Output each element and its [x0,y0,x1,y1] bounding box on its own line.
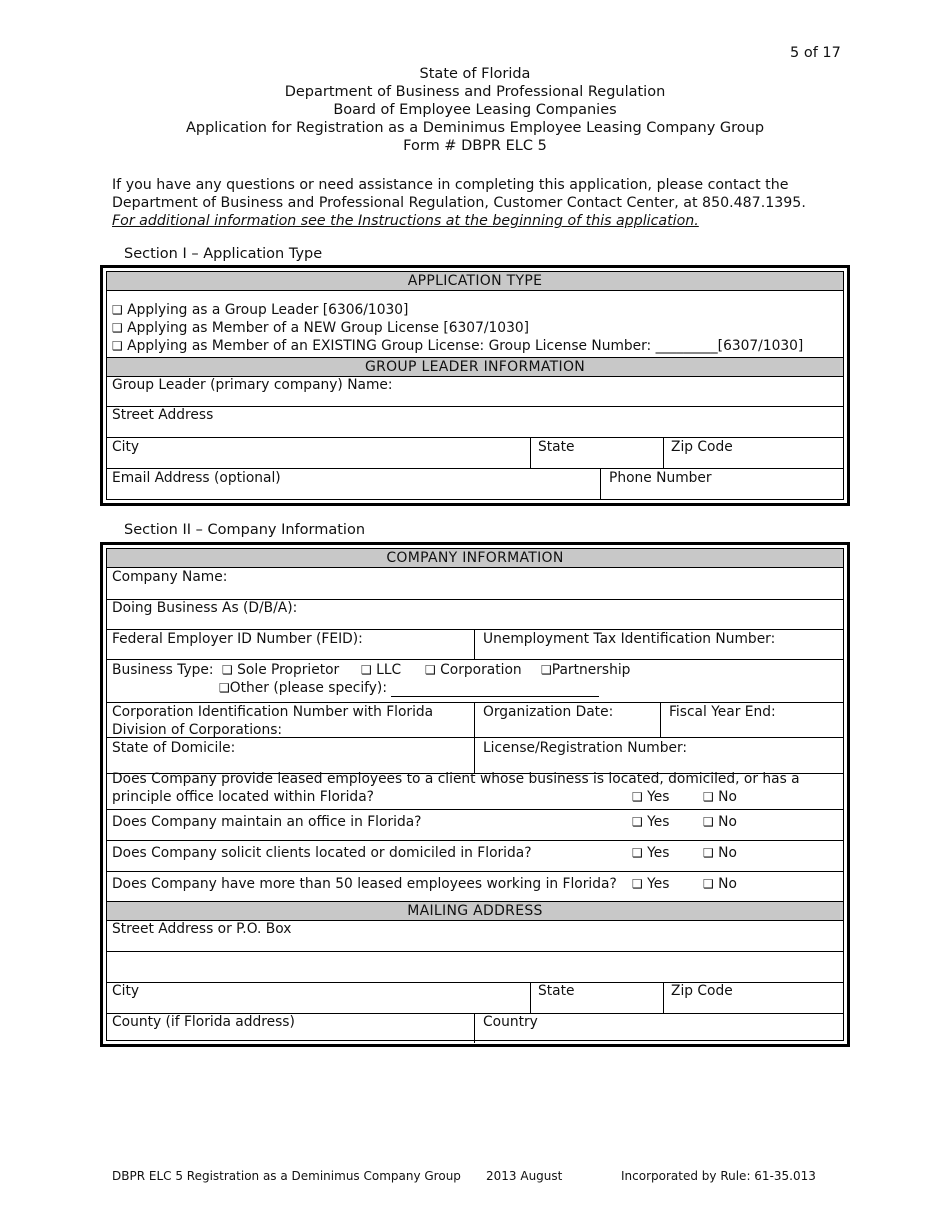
mailing-address-heading: MAILING ADDRESS [107,902,843,921]
corp-id-field-line-1[interactable]: Corporation Identification Number with Florida [112,704,434,720]
divider [474,1013,475,1043]
intro-line-1: If you have any questions or need assistance in completing this application, please contact the [112,177,789,193]
fiscal-year-end-field[interactable]: Fiscal Year End: [669,704,776,720]
question-3-yes[interactable] [632,844,669,862]
state-field[interactable]: State [538,439,575,455]
question-1-line-1: Does Company provide leased employees to a client whose business is located, domiciled, or has a [112,771,800,787]
question-3-no[interactable] [703,844,737,862]
divider [107,809,843,810]
dba-field[interactable]: Doing Business As (D/B/A): [112,600,298,616]
checkbox-icon[interactable]: ❑ [222,663,233,677]
street-address-field[interactable]: Street Address [112,407,214,423]
divider [107,406,843,407]
business-type-label: Business Type: [112,662,214,678]
question-4-no[interactable] [703,875,737,893]
intro-line-2: Department of Business and Professional Regulation, Customer Contact Center, at 850.487.1395. [112,195,806,211]
checkbox-icon[interactable]: ❑ [112,339,123,353]
yes-label: Yes [647,876,670,892]
header-state: State of Florida [419,66,531,82]
footer-rule: Incorporated by Rule: 61-35.013 [621,1169,816,1183]
option-label: Other (please specify): [229,680,387,696]
checkbox-icon[interactable]: ❑ [112,303,123,317]
feid-field[interactable]: Federal Employer ID Number (FEID): [112,631,363,647]
option-label: Applying as a Group Leader [6306/1030] [127,302,409,318]
form-header [0,65,950,155]
divider [107,840,843,841]
yes-label: Yes [647,814,670,830]
phone-number-field[interactable]: Phone Number [609,470,712,486]
no-label: No [718,876,737,892]
question-4: Does Company have more than 50 leased employees working in Florida? [112,876,617,892]
city-field[interactable]: City [112,439,140,455]
checkbox-icon[interactable]: ❑ [632,877,643,891]
option-group-leader[interactable] [112,301,408,319]
company-information-heading: COMPANY INFORMATION [107,549,843,568]
divider [660,702,661,737]
option-label: Applying as Member of a NEW Group License [6307/1030] [127,320,530,336]
section-2-frame [100,542,850,1047]
divider [530,437,531,468]
business-type-partnership[interactable] [541,661,630,679]
checkbox-icon[interactable]: ❑ [703,790,714,804]
section-1-title: Section I – Application Type [124,246,323,262]
header-board: Board of Employee Leasing Companies [333,102,617,118]
footer-form-name: DBPR ELC 5 Registration as a Deminimus Company Group [112,1169,461,1183]
checkbox-icon[interactable]: ❑ [632,815,643,829]
divider [107,659,843,660]
unemployment-tax-id-field[interactable]: Unemployment Tax Identification Number: [483,631,776,647]
section-2-table [106,548,844,1041]
divider [107,871,843,872]
question-2-yes[interactable] [632,813,669,831]
corp-id-field-line-2[interactable]: Division of Corporations: [112,722,283,738]
header-department: Department of Business and Professional Regulation [284,84,666,100]
yes-label: Yes [647,845,670,861]
checkbox-icon[interactable]: ❑ [632,846,643,860]
divider [530,982,531,1013]
section-1-table [106,271,844,500]
header-application-title: Application for Registration as a Deminimus Employee Leasing Company Group [185,120,765,136]
footer-date: 2013 August [486,1169,563,1183]
checkbox-icon[interactable]: ❑ [632,790,643,804]
mailing-street-address-field[interactable]: Street Address or P.O. Box [112,921,292,937]
divider [663,982,664,1013]
option-label: Sole Proprietor [237,662,340,678]
yes-label: Yes [647,789,670,805]
question-2-no[interactable] [703,813,737,831]
county-field[interactable]: County (if Florida address) [112,1014,295,1030]
mailing-city-field[interactable]: City [112,983,140,999]
divider [107,737,843,738]
question-1-line-2: principle office located within Florida? [112,789,374,805]
question-4-yes[interactable] [632,875,669,893]
zip-code-field[interactable]: Zip Code [671,439,733,455]
mailing-state-field[interactable]: State [538,983,575,999]
checkbox-icon[interactable]: ❑ [361,663,372,677]
application-type-heading: APPLICATION TYPE [107,272,843,291]
page-number: 5 of 17 [790,45,841,61]
email-field[interactable]: Email Address (optional) [112,470,281,486]
question-2: Does Company maintain an office in Florida? [112,814,422,830]
no-label: No [718,789,737,805]
checkbox-icon[interactable]: ❑ [425,663,436,677]
header-form-number: Form # DBPR ELC 5 [403,138,547,154]
other-specify-input[interactable] [391,682,599,697]
question-3: Does Company solicit clients located or domiciled in Florida? [112,845,532,861]
intro-instructions-note: For additional information see the Instructions at the beginning of this application. [112,213,699,229]
checkbox-icon[interactable]: ❑ [541,663,552,677]
group-leader-heading: GROUP LEADER INFORMATION [107,358,843,377]
state-of-domicile-field[interactable]: State of Domicile: [112,740,236,756]
divider [663,437,664,468]
option-label: Partnership [551,662,631,678]
group-leader-name-field[interactable]: Group Leader (primary company) Name: [112,377,393,393]
option-label: LLC [376,662,402,678]
country-field[interactable]: Country [483,1014,538,1030]
no-label: No [718,845,737,861]
company-name-field[interactable]: Company Name: [112,569,228,585]
checkbox-icon[interactable]: ❑ [112,321,123,335]
checkbox-icon[interactable]: ❑ [703,815,714,829]
option-label: Applying as Member of an EXISTING Group License: Group License Number: _________[6307/1030] [127,338,804,354]
no-label: No [718,814,737,830]
question-1-yes[interactable] [632,788,669,806]
option-existing-group-member[interactable] [112,337,803,355]
divider [107,951,843,952]
section-1-frame [100,265,850,506]
checkbox-icon[interactable]: ❑ [219,681,230,695]
option-label: Corporation [440,662,522,678]
business-type-other[interactable] [219,679,599,697]
mailing-zip-code-field[interactable]: Zip Code [671,983,733,999]
intro-text [112,176,852,230]
organization-date-field[interactable]: Organization Date: [483,704,614,720]
divider [600,468,601,499]
option-new-group-member[interactable] [112,319,529,337]
section-2-title: Section II – Company Information [124,522,366,538]
license-registration-number-field[interactable]: License/Registration Number: [483,740,688,756]
divider [474,629,475,659]
business-type-llc[interactable] [361,661,401,679]
business-type-sole-proprietor[interactable] [222,661,339,679]
checkbox-icon[interactable]: ❑ [703,877,714,891]
business-type-corporation[interactable] [425,661,522,679]
checkbox-icon[interactable]: ❑ [703,846,714,860]
question-1-no[interactable] [703,788,737,806]
